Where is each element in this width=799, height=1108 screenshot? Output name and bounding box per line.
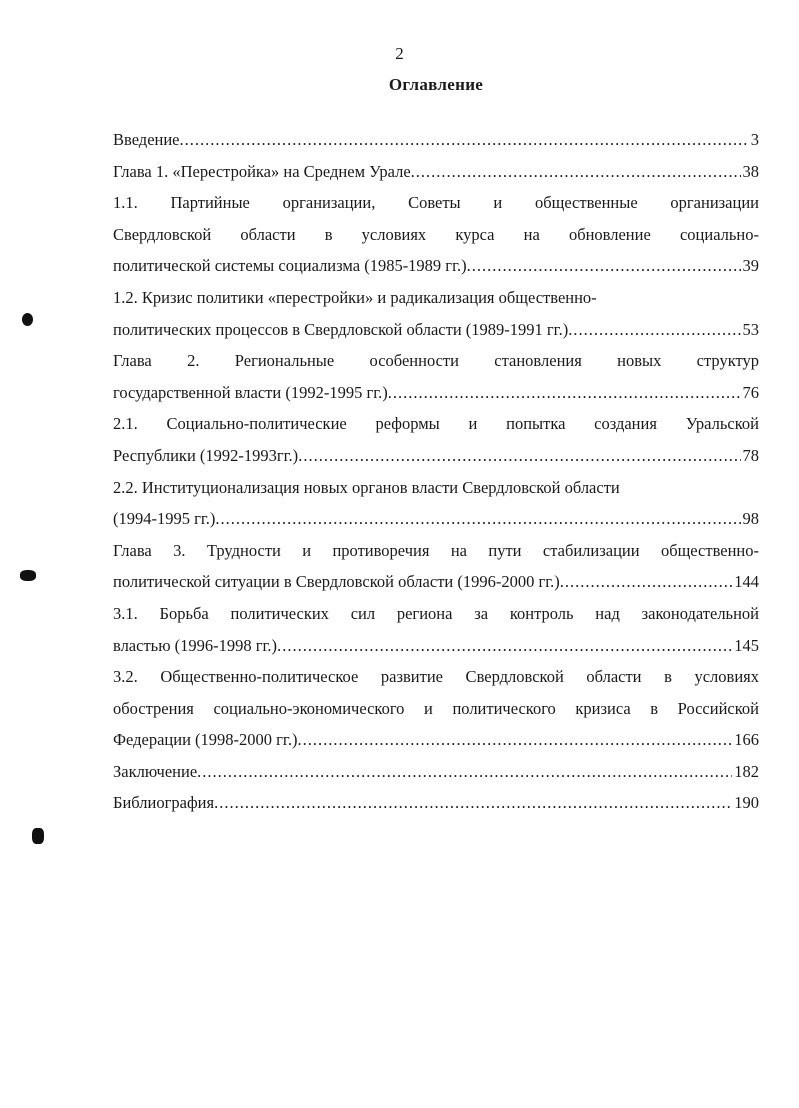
table-of-contents xyxy=(113,124,759,819)
toc-entry-line: обострения социально-экономического и политического кризиса в Российской xyxy=(113,698,759,718)
toc-entry-line: 2.1. Социально-политические реформы и попытка создания Уральской xyxy=(113,414,759,434)
toc-entry-chapter-1[interactable] xyxy=(113,156,759,188)
toc-entry-section-3-2[interactable] xyxy=(113,661,759,756)
toc-entry-line: Глава 2. Региональные особенности становления новых структур xyxy=(113,351,759,371)
page-title: Оглавление xyxy=(388,75,484,94)
toc-entry-bibliography[interactable] xyxy=(113,787,759,819)
dot-leader xyxy=(467,250,741,282)
dot-leader xyxy=(214,787,732,819)
toc-entry-line: 3.1. Борьба политических сил региона за контроль над законодательной xyxy=(113,603,759,623)
toc-entry-page: 53 xyxy=(742,319,759,339)
toc-entry-label: политической системы социализма (1985-1989 гг.) xyxy=(113,256,467,276)
toc-entry-chapter-3[interactable] xyxy=(113,535,759,598)
dot-leader xyxy=(297,724,732,756)
toc-entry-page: 182 xyxy=(734,761,759,781)
toc-entry-label: Федерации (1998-2000 гг.) xyxy=(113,730,298,750)
dot-leader xyxy=(388,377,741,409)
toc-entry-line: 1.2. Кризис политики «перестройки» и радикализация общественно- xyxy=(113,287,597,307)
dot-leader xyxy=(180,124,749,156)
toc-entry-label: политической ситуации в Свердловской области (1996-2000 гг.) xyxy=(113,572,560,592)
toc-entry-label: Библиография xyxy=(113,793,215,813)
toc-entry-line: 1.1. Партийные организации, Советы и общественные организации xyxy=(113,193,759,213)
toc-entry-page: 190 xyxy=(734,793,759,813)
dot-leader xyxy=(215,503,740,535)
toc-entry-line: 2.2. Институционализация новых органов власти Свердловской области xyxy=(113,477,620,497)
toc-entry-page: 76 xyxy=(742,382,759,402)
toc-entry-page: 144 xyxy=(734,572,759,592)
toc-entry-section-2-1[interactable] xyxy=(113,408,759,471)
scan-speck xyxy=(32,828,44,844)
toc-entry-label: Глава 1. «Перестройка» на Среднем Урале xyxy=(113,161,411,181)
toc-entry-page: 78 xyxy=(742,445,759,465)
toc-entry-section-2-2[interactable] xyxy=(113,472,759,535)
dot-leader xyxy=(411,156,741,188)
toc-entry-section-1-1[interactable] xyxy=(113,187,759,282)
toc-entry-page: 39 xyxy=(742,256,759,276)
toc-entry-label: политических процессов в Свердловской области (1989-1991 гг.) xyxy=(113,319,569,339)
toc-entry-page: 145 xyxy=(734,635,759,655)
toc-entry-line: Свердловской области в условиях курса на обновление социально- xyxy=(113,224,759,244)
toc-entry-label: Заключение xyxy=(113,761,198,781)
toc-entry-section-3-1[interactable] xyxy=(113,598,759,661)
toc-entry-page: 38 xyxy=(742,161,759,181)
dot-leader xyxy=(560,566,732,598)
toc-entry-section-1-2[interactable] xyxy=(113,282,759,345)
dot-leader xyxy=(197,756,732,788)
scan-speck xyxy=(22,313,33,326)
toc-entry-label: Республики (1992-1993гг.) xyxy=(113,445,299,465)
toc-entry-line: 3.2. Общественно-политическое развитие Свердловской области в условиях xyxy=(113,667,759,687)
scan-speck xyxy=(20,570,36,581)
dot-leader xyxy=(277,630,732,662)
toc-entry-page: 166 xyxy=(734,730,759,750)
toc-entry-label: (1994-1995 гг.) xyxy=(113,509,216,529)
toc-entry-label: властью (1996-1998 гг.) xyxy=(113,635,278,655)
toc-entry-line: Глава 3. Трудности и противоречия на пути стабилизации общественно- xyxy=(113,540,759,560)
dot-leader xyxy=(568,314,740,346)
dot-leader xyxy=(298,440,740,472)
toc-entry-page: 3 xyxy=(750,130,759,149)
toc-entry-page: 98 xyxy=(742,509,759,529)
toc-entry-conclusion[interactable] xyxy=(113,756,759,788)
toc-entry-label: государственной власти (1992-1995 гг.) xyxy=(113,382,388,402)
toc-entry-chapter-2[interactable] xyxy=(113,345,759,408)
toc-entry-label: Введение xyxy=(113,130,180,149)
toc-entry-introduction[interactable] xyxy=(113,124,759,156)
page-number: 2 xyxy=(395,44,404,63)
